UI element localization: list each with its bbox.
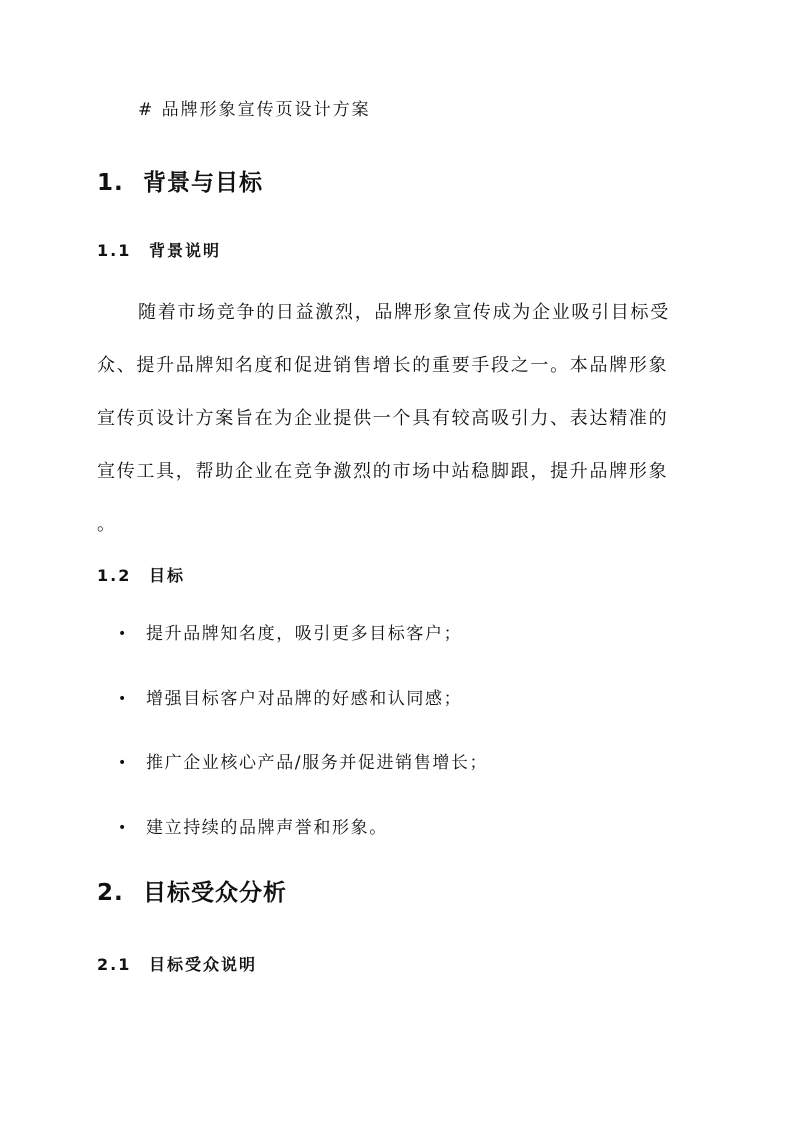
section-heading-1	[97, 164, 263, 197]
list-item-text: 增强目标客户对品牌的好感和认同感；	[146, 688, 463, 709]
bullet-icon: •	[118, 819, 128, 836]
subsection-title: 背景说明	[149, 241, 222, 260]
list-item	[118, 749, 488, 814]
paragraph-line: 。	[97, 514, 117, 535]
section-title: 背景与目标	[143, 170, 263, 196]
paragraph-line: 随着市场竞争的日益激烈，品牌形象宣传成为企业吸引目标受	[138, 302, 670, 323]
list-item-text: 建立持续的品牌声誉和形象。	[146, 817, 388, 838]
background-paragraph	[97, 296, 703, 561]
bullet-icon: •	[118, 755, 128, 771]
subsection-number: 1.2	[97, 566, 132, 585]
document-title: # 品牌形象宣传页设计方案	[138, 100, 371, 120]
list-item	[118, 620, 488, 685]
goals-list	[118, 620, 488, 878]
subsection-heading-1-1	[97, 238, 221, 261]
paragraph-line: 众、提升品牌知名度和促进销售增长的重要手段之一。本品牌形象	[97, 355, 669, 376]
list-item	[118, 814, 488, 879]
subsection-heading-2-1	[97, 952, 257, 975]
paragraph-line: 宣传工具，帮助企业在竞争激烈的市场中站稳脚跟，提升品牌形象	[97, 461, 669, 482]
list-item-text: 提升品牌知名度，吸引更多目标客户；	[146, 624, 463, 644]
subsection-title: 目标	[149, 566, 186, 585]
paragraph-line: 宣传页设计方案旨在为企业提供一个具有较高吸引力、表达精准的	[97, 408, 669, 429]
subsection-number: 2.1	[97, 955, 132, 974]
bullet-icon: •	[118, 626, 128, 642]
section-number: 2.	[97, 880, 124, 906]
subsection-heading-1-2	[97, 563, 185, 586]
section-number: 1.	[97, 170, 124, 196]
subsection-number: 1.1	[97, 241, 132, 260]
list-item	[118, 685, 488, 750]
list-item-text: 推广企业核心产品/服务并促进销售增长；	[146, 753, 489, 773]
subsection-title: 目标受众说明	[149, 955, 258, 974]
section-heading-2	[97, 874, 287, 907]
section-title: 目标受众分析	[143, 880, 287, 906]
bullet-icon: •	[118, 690, 128, 707]
